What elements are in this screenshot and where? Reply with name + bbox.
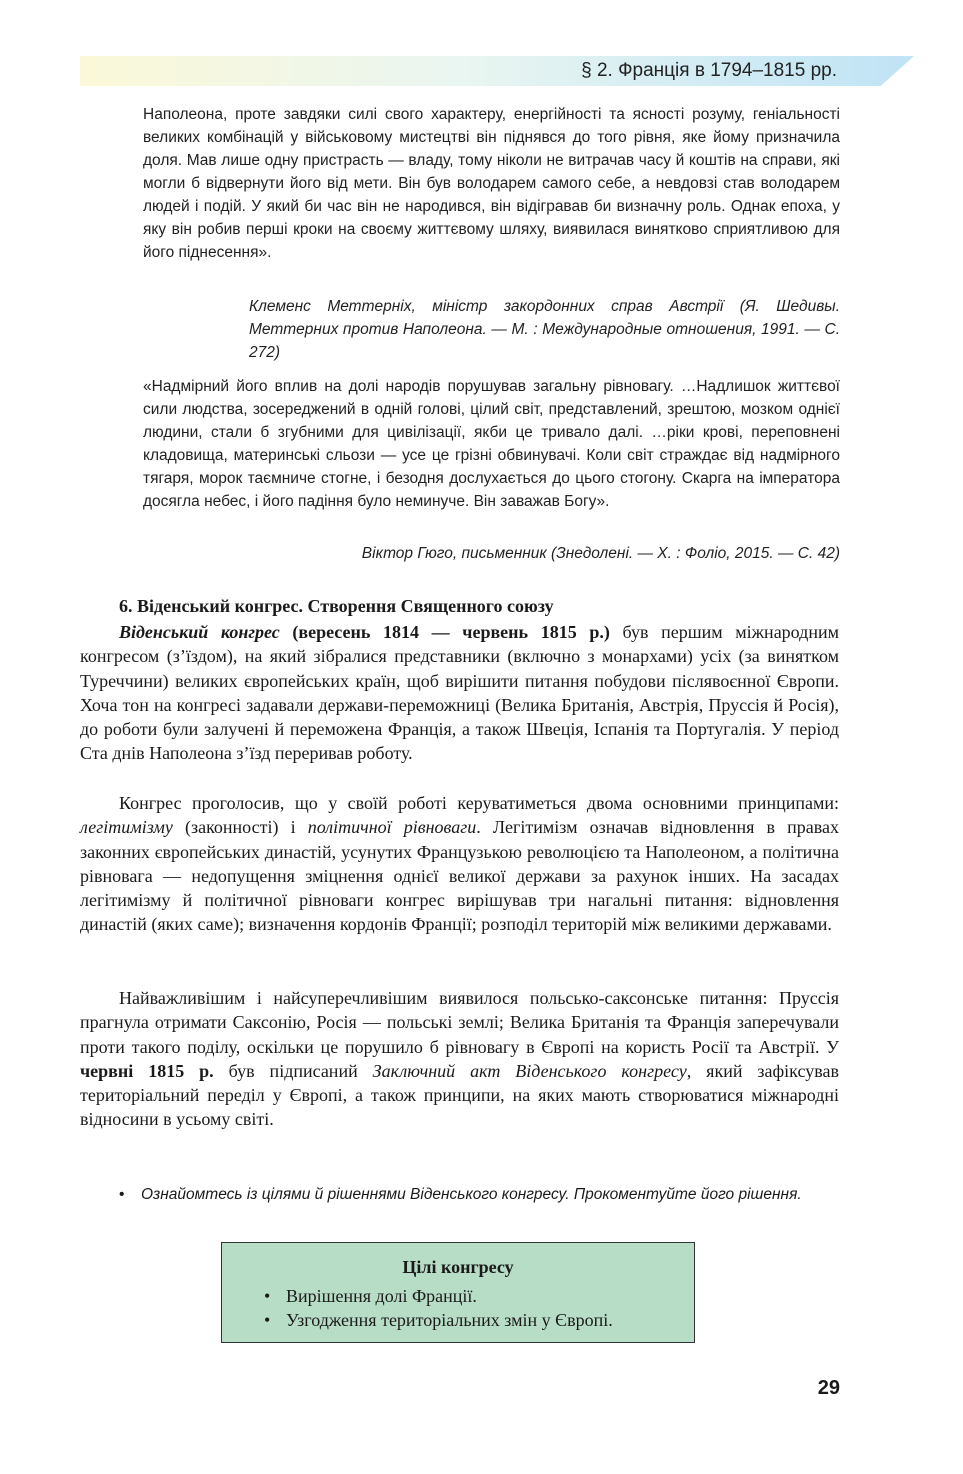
paragraph-principles bbox=[80, 791, 839, 937]
goals-box bbox=[221, 1242, 695, 1343]
running-header-title: § 2. Франція в 1794–1815 рр. bbox=[581, 60, 837, 81]
source-quote-metternich: Наполеона, проте завдяки силі свого характеру, енергійності та ясності розуму, геніальності великих комбінацій у військовому мистецтві він піднявся до того рівня, яке йому призначила доля. Мав лише одну пристрасть — владу, тому ніколи не витрачав часу й коштів на справи, які могли б відвернути його від мети. Він був володарем самого себе, а невдовзі став володарем людей і подій. У який би час він не народився, він відігравав би визначну роль. Однак епоха, у яку він робив перші кроки на своєму життєвому шляху, виявилася винятково сприятливою для його піднесення». bbox=[143, 106, 840, 261]
paragraph-text: (законності) і bbox=[172, 817, 308, 838]
task-text: Ознайомтесь із цілями й рішеннями Віденського конгресу. Прокоментуйте його рішення. bbox=[141, 1186, 802, 1203]
page-number: 29 bbox=[817, 1377, 840, 1399]
goals-list-item bbox=[262, 1284, 613, 1308]
date-june-1815: червні 1815 р. bbox=[80, 1060, 214, 1081]
paragraph-text: Конгрес проголосив, що у своїй роботі керуватиметься двома основними принципами: bbox=[119, 793, 839, 813]
paragraph-text: був підписаний bbox=[213, 1060, 373, 1081]
goals-list-item bbox=[262, 1308, 613, 1332]
paragraph-text: Найважливішим і найсуперечливішим виявилося польсько-саксонське питання: Пруссія прагнула отримати Саксонію, Росія — польські землі; Велика Британія та Франція заперечували проти такого поділу, оскільки це порушило б рівновагу в Європі на користь Росії та Австрії. У bbox=[80, 988, 839, 1057]
section-heading: 6. Віденський конгрес. Створення Священного союзу bbox=[119, 596, 554, 616]
task-item bbox=[119, 1183, 841, 1206]
bullet-icon: • bbox=[264, 1286, 271, 1306]
goal-text: Вирішення долі Франції. bbox=[286, 1286, 477, 1306]
goals-list bbox=[262, 1284, 613, 1332]
goal-text: Узгодження територіальних змін у Європі. bbox=[286, 1310, 613, 1330]
goals-title: Цілі конгресу bbox=[402, 1257, 514, 1277]
paragraph-text: був першим міжнародним конгресом (з’їздом), на який зібралися представники (включно з монархами) усіх (за винятком Туреччини) великих європейських країн, щоб вирішити питання побудови післявоєнної Європи. Хоча тон на конгресі задавали держави-переможниці (Велика Британія, Австрія, Пруссія й Росія), до роботи були залучені й переможена Франція, а також Швеція, Іспанія та Португалія. У період Ста днів Наполеона з’їзд переривав роботу. bbox=[80, 622, 839, 764]
bullet-icon: • bbox=[119, 1186, 125, 1203]
source-attribution-metternich: Клеменс Меттерніх, міністр закордонних справ Австрії (Я. Шедивы. Меттерних против Наполеона. — М. : Международные отношения, 1991. — С. 272) bbox=[249, 298, 840, 361]
term-final-act: Заключний акт Віденського конгресу bbox=[372, 1060, 687, 1081]
paragraph-vienna-congress bbox=[80, 620, 839, 766]
paragraph-text: . Легітимізм означав відновлення в правах законних європейських династій, усунутих Французькою революцією та Наполеоном, а політична рівновага — недопущення зміцнення однієї великої держави за рахунок інших. На засадах легітимізму й політичної рівноваги конгрес вирішував три нагальні питання: відновлення династій (яких саме); визначення кордонів Франції; розподіл територій між великими державами. bbox=[80, 817, 840, 935]
source-quote-hugo: «Надмірний його вплив на долі народів порушував загальну рівновагу. …Надлишок життєвої сили людства, зосереджений в одній голові, цілий світ, представлений, зрештою, мозком однієї людини, стали б згубними для цивілізації, якби це тривало далі. …ріки крові, переповнені кладовища, материнські сльози — усе це грізні обвинувачі. Коли світ страждає від надмірного тягаря, морок таємниче стогне, і безодня дослухається до цього стогону. Скарга на імператора досягла небес, і його падіння було неминуче. Він заважав Богу». bbox=[143, 378, 840, 510]
term-vienna-congress: Віденський конгрес bbox=[119, 622, 280, 642]
congress-dates: (вересень 1814 — червень 1815 р.) bbox=[292, 622, 610, 642]
paragraph-text: , який зафіксував територіальний переділ у Європі, а також принципи, на яких мають створюватися міжнародні відносини в усьому світі. bbox=[80, 1060, 839, 1130]
bullet-icon: • bbox=[264, 1310, 271, 1330]
source-attribution-hugo: Віктор Гюго, письменник (Знедолені. — Х. : Фоліо, 2015. — С. 42) bbox=[361, 545, 840, 562]
term-political-balance: політичної рівноваги bbox=[307, 817, 477, 838]
paragraph-polish-saxon-question bbox=[80, 986, 839, 1132]
term-legitimism: легітимізму bbox=[80, 817, 173, 838]
